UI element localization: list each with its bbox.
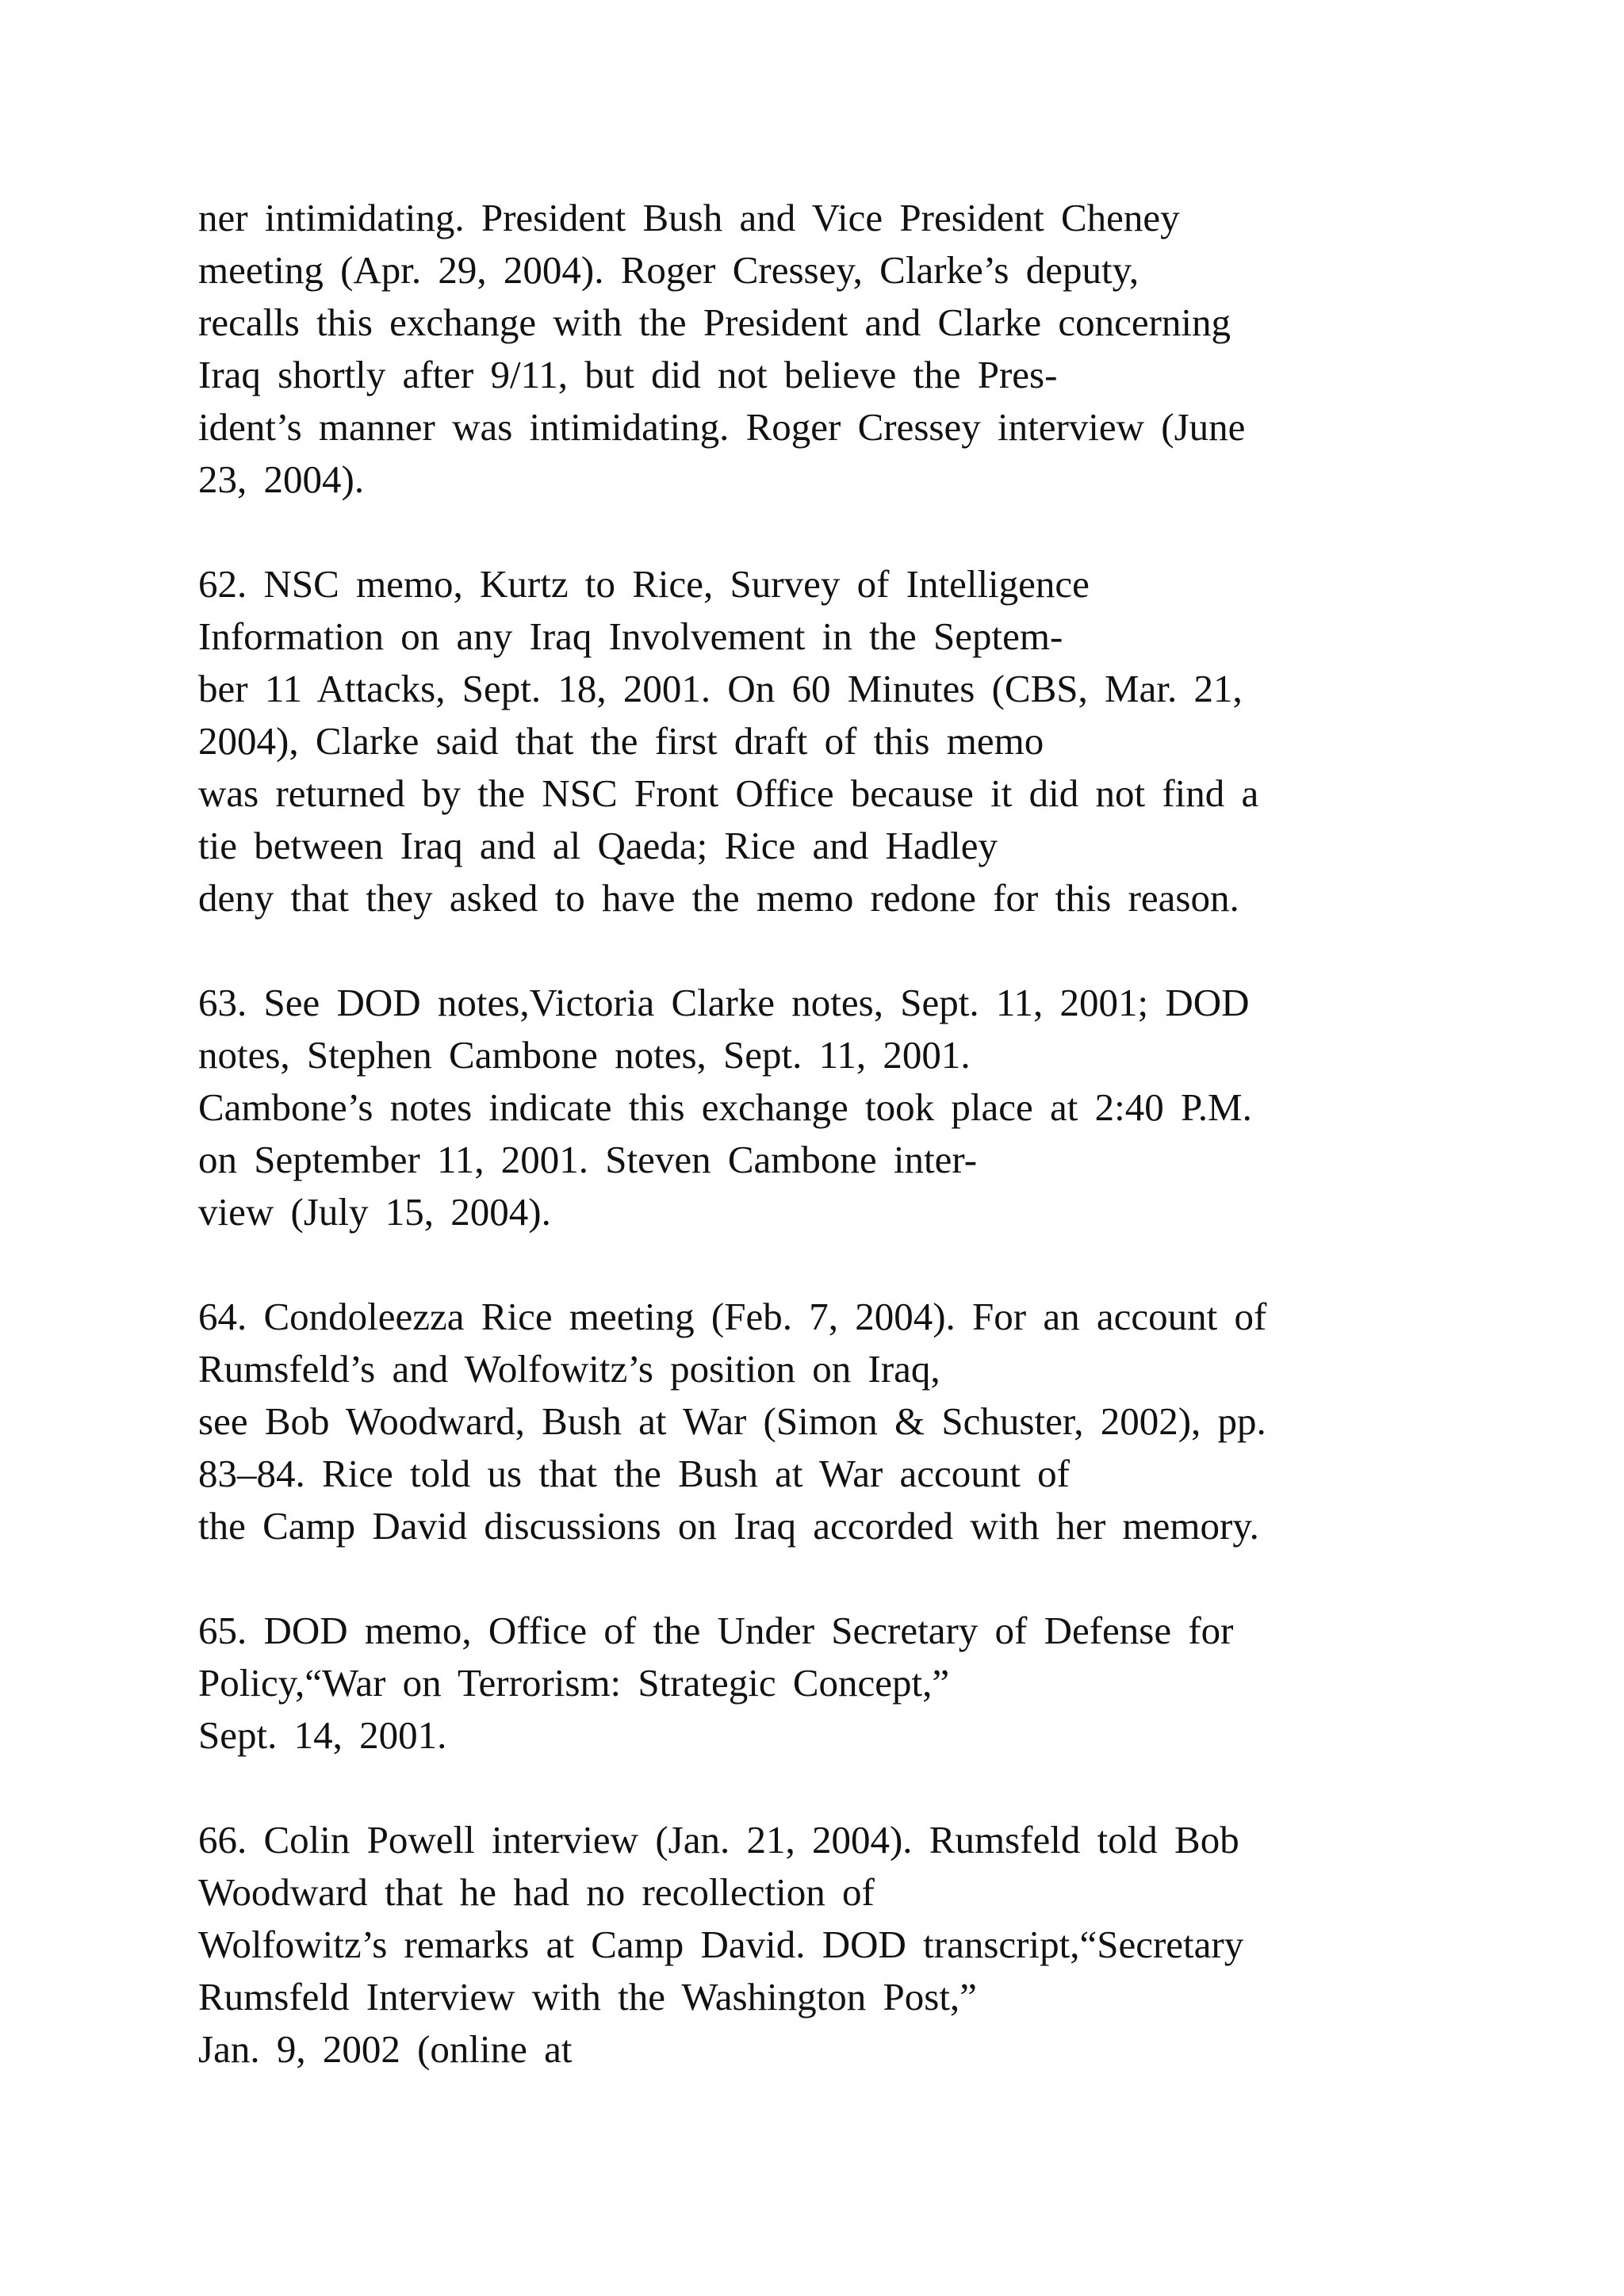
text-line: Jan. 9, 2002 (online at: [198, 2027, 573, 2071]
text-line: view (July 15, 2004).: [198, 1190, 551, 1234]
text-line: Cambone’s notes indicate this exchange took place at 2:40 P.M.: [198, 1085, 1252, 1129]
text-line: Woodward that he had no recollection of: [198, 1870, 875, 1914]
text-line: ident’s manner was intimidating. Roger Cressey interview (June: [198, 405, 1246, 449]
text-line: recalls this exchange with the President and Clarke concerning: [198, 300, 1231, 344]
note-62-paragraph: [198, 558, 1515, 924]
text-line: 62. NSC memo, Kurtz to Rice, Survey of Intelligence: [198, 562, 1090, 606]
text-line: Rumsfeld’s and Wolfowitz’s position on Iraq,: [198, 1347, 940, 1391]
note-63-paragraph: [198, 977, 1515, 1238]
text-line: 63. See DOD notes,Victoria Clarke notes, Sept. 11, 2001; DOD: [198, 981, 1250, 1024]
text-line: 66. Colin Powell interview (Jan. 21, 2004). Rumsfeld told Bob: [198, 1818, 1239, 1862]
endnotes-text: [198, 192, 1515, 2076]
text-line: Iraq shortly after 9/11, but did not believe the Pres-: [198, 353, 1058, 396]
text-line: ber 11 Attacks, Sept. 18, 2001. On 60 Minutes (CBS, Mar. 21,: [198, 667, 1243, 710]
text-line: 2004), Clarke said that the first draft of this memo: [198, 719, 1044, 763]
note-64-paragraph: [198, 1291, 1515, 1552]
text-line: see Bob Woodward, Bush at War (Simon & Schuster, 2002), pp.: [198, 1399, 1266, 1443]
note-66-paragraph: [198, 1814, 1515, 2076]
note-continuation-paragraph: [198, 192, 1515, 506]
text-line: meeting (Apr. 29, 2004). Roger Cressey, Clarke’s deputy,: [198, 248, 1139, 292]
text-line: the Camp David discussions on Iraq accorded with her memory.: [198, 1504, 1259, 1548]
text-line: ner intimidating. President Bush and Vice President Cheney: [198, 196, 1180, 239]
text-line: Information on any Iraq Involvement in the Septem-: [198, 614, 1063, 658]
text-line: Sept. 14, 2001.: [198, 1713, 447, 1757]
text-line: notes, Stephen Cambone notes, Sept. 11, 2001.: [198, 1033, 971, 1077]
text-line: deny that they asked to have the memo redone for this reason.: [198, 876, 1239, 920]
text-line: tie between Iraq and al Qaeda; Rice and Hadley: [198, 824, 998, 867]
text-line: was returned by the NSC Front Office because it did not find a: [198, 771, 1259, 815]
text-line: Wolfowitz’s remarks at Camp David. DOD transcript,“Secretary: [198, 1923, 1244, 1966]
note-65-paragraph: [198, 1605, 1515, 1762]
text-line: 23, 2004).: [198, 457, 365, 501]
text-line: 65. DOD memo, Office of the Under Secretary of Defense for: [198, 1609, 1234, 1652]
text-line: 64. Condoleezza Rice meeting (Feb. 7, 2004). For an account of: [198, 1295, 1267, 1338]
text-line: Policy,“War on Terrorism: Strategic Concept,”: [198, 1661, 950, 1705]
text-line: 83–84. Rice told us that the Bush at War account of: [198, 1452, 1070, 1495]
text-line: on September 11, 2001. Steven Cambone inter-: [198, 1138, 978, 1181]
text-line: Rumsfeld Interview with the Washington Post,”: [198, 1975, 977, 2019]
